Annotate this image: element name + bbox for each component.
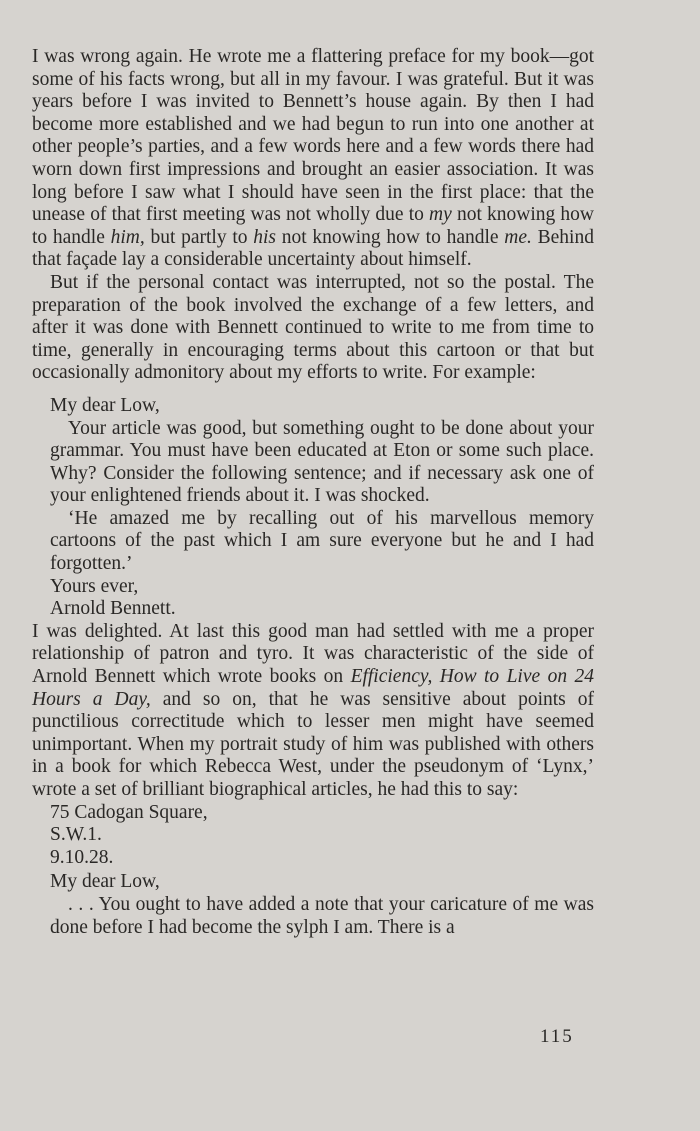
letter-1-signature: Arnold Bennett.: [50, 598, 176, 620]
paragraph-2: But if the personal contact was interrupted, not so the postal. The preparation of the book involved the exchange of a few letters, and after it was done with Bennett continued to write to me from time to time, generally in encouraging terms about this cartoon or that but occasionally admonitory about my efforts to write. For example:: [32, 271, 594, 384]
paragraph-3-text-b: and so on, that he was sensitive about points of punctilious correctitude which to lesser men might have seemed unimportant. When my portrait study of him was published with others in a book for which Rebecca West, under the pseudonym of ‘Lynx,’ wrote a set of brilliant biographical articles, he had this to say:: [32, 688, 594, 800]
paragraph-3: [32, 621, 594, 802]
letter-2-date: 9.10.28.: [50, 846, 114, 868]
paragraph-1-emphasis-his: his: [253, 226, 276, 248]
letter-2-body: . . . You ought to have added a note that your caricature of me was done before I had become the sylph I am. There is a: [50, 893, 594, 938]
letter-1-quote: ‘He amazed me by recalling out of his marvellous memory cartoons of the past which I am sure everyone but he and I had forgotten.’: [50, 507, 594, 575]
letter-2-salutation: My dear Low,: [50, 871, 160, 893]
paragraph-3-book-titles: Efficiency, How to Live on 24 Hours a Day,: [32, 666, 594, 710]
letter-1: [32, 395, 594, 621]
letter-1-salutation: My dear Low,: [50, 394, 160, 416]
paragraph-1-text-b: not knowing how to handle: [32, 204, 595, 248]
paragraph-1-text-c: but partly to: [144, 226, 254, 248]
letter-2-address-line-2: S.W.1.: [50, 824, 102, 846]
paragraph-1-emphasis-him: him,: [110, 226, 145, 248]
page-number: 115: [540, 1026, 574, 1047]
page-body: [32, 46, 594, 939]
paragraph-1-emphasis-me: me.: [504, 226, 532, 248]
paragraph-1-emphasis-my: my: [429, 204, 452, 226]
letter-1-body: Your article was good, but something ought to be done about your grammar. You must have been educated at Eton or some such place. Why? Consider the following sentence; and if necessary ask one of your enlightened friends about it. I was shocked.: [50, 417, 594, 507]
paragraph-1-text-a: I was wrong again. He wrote me a flattering preface for my book—got some of his facts wrong, but all in my favour. I was grateful. But it was years before I was invited to Bennett’s house again. By then I had become more established and we had begun to run into one another at other people’s parties, and a few words here and a few words there had worn down first impressions and brought an easier association. It was long before I saw what I should have seen in the first place: that the unease of that first meeting was not wholly due to: [32, 46, 594, 226]
letter-1-closing: Yours ever,: [50, 575, 139, 597]
letter-2: [32, 802, 594, 940]
paragraph-1-text-d: not knowing how to handle: [276, 226, 505, 248]
paragraph-1-text-e: Behind that façade lay a considerable uncertainty about himself.: [32, 226, 594, 271]
paragraph-1: [32, 46, 594, 272]
paragraph-3-text-a: I was delighted. At last this good man had settled with me a proper relationship of patron and tyro. It was characteristic of the side of Arnold Bennett which wrote books on: [32, 620, 594, 688]
letter-2-address-line-1: 75 Cadogan Square,: [50, 801, 208, 823]
